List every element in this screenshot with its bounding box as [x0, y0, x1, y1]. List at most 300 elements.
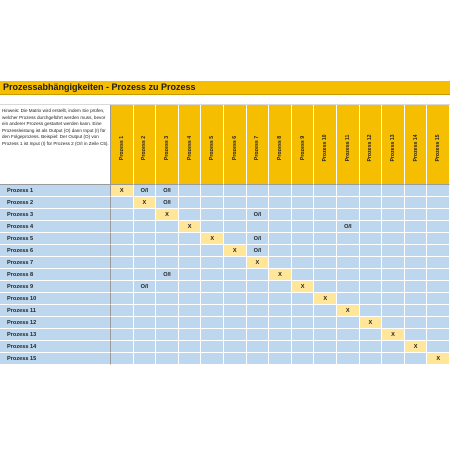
row-label-cell[interactable]	[0, 353, 111, 365]
matrix-cell[interactable]	[247, 281, 270, 293]
table-row	[0, 185, 450, 197]
matrix-cell[interactable]	[134, 305, 157, 317]
matrix-cell[interactable]	[427, 329, 450, 341]
matrix-cell[interactable]	[427, 317, 450, 329]
matrix-cell[interactable]	[292, 221, 315, 233]
table-row	[0, 221, 450, 233]
matrix-cell[interactable]	[405, 281, 428, 293]
matrix-cell[interactable]	[224, 209, 247, 221]
matrix-cell[interactable]	[360, 281, 383, 293]
matrix-cell[interactable]	[224, 221, 247, 233]
matrix-cell[interactable]	[292, 341, 315, 353]
matrix-cell[interactable]	[156, 281, 179, 293]
column-header[interactable]	[179, 105, 202, 185]
matrix-cell[interactable]	[247, 269, 270, 281]
row-label-cell[interactable]	[0, 233, 111, 245]
matrix-cell[interactable]	[292, 245, 315, 257]
matrix-cell[interactable]	[314, 221, 337, 233]
row-label: Prozess 12	[7, 319, 37, 326]
column-header[interactable]	[427, 105, 450, 185]
column-header[interactable]	[360, 105, 383, 185]
matrix-cell[interactable]	[179, 317, 202, 329]
row-label: Prozess 10	[7, 295, 37, 302]
matrix-cell[interactable]	[224, 233, 247, 245]
matrix-cell[interactable]: O/I	[134, 281, 157, 293]
matrix-cell[interactable]	[111, 209, 134, 221]
table-row	[0, 281, 450, 293]
sheet-title: Prozessabhängigkeiten - Prozess zu Prozess	[3, 82, 196, 92]
matrix-cell[interactable]	[314, 197, 337, 209]
matrix-cell[interactable]	[224, 317, 247, 329]
row-label-cell[interactable]	[0, 341, 111, 353]
row-label-cell[interactable]	[0, 197, 111, 209]
column-header[interactable]	[224, 105, 247, 185]
matrix-cell[interactable]	[224, 269, 247, 281]
matrix-cell[interactable]	[382, 281, 405, 293]
column-header[interactable]	[292, 105, 315, 185]
diagonal-cell[interactable]: X	[360, 317, 383, 329]
matrix-cell[interactable]	[156, 329, 179, 341]
matrix-cell[interactable]	[382, 257, 405, 269]
row-label-cell[interactable]	[0, 329, 111, 341]
matrix-cell[interactable]	[224, 305, 247, 317]
diagonal-cell[interactable]: X	[269, 269, 292, 281]
table-row	[0, 293, 450, 305]
matrix-cell[interactable]	[111, 281, 134, 293]
column-header-label: Prozess 3	[163, 135, 170, 160]
matrix-cell[interactable]	[179, 269, 202, 281]
matrix-cell[interactable]	[269, 305, 292, 317]
diagonal-cell[interactable]: X	[156, 209, 179, 221]
matrix-cell[interactable]	[269, 245, 292, 257]
matrix-cell[interactable]	[247, 185, 270, 197]
matrix-cell[interactable]	[179, 257, 202, 269]
column-header[interactable]	[134, 105, 157, 185]
matrix-cell[interactable]	[179, 305, 202, 317]
matrix-header	[0, 105, 450, 185]
matrix-cell[interactable]	[269, 233, 292, 245]
matrix-cell[interactable]	[337, 233, 360, 245]
matrix-cell[interactable]	[427, 257, 450, 269]
column-header-label: Prozess 5	[209, 135, 216, 160]
matrix-cell[interactable]	[156, 341, 179, 353]
matrix-cell[interactable]	[337, 281, 360, 293]
matrix-cell[interactable]	[201, 269, 224, 281]
matrix-cell[interactable]	[224, 185, 247, 197]
matrix-cell[interactable]	[337, 341, 360, 353]
matrix-cell[interactable]	[337, 209, 360, 221]
row-label-cell[interactable]	[0, 209, 111, 221]
matrix-cell[interactable]	[427, 209, 450, 221]
matrix-cell[interactable]	[292, 305, 315, 317]
row-label-cell[interactable]	[0, 245, 111, 257]
matrix-cell[interactable]	[269, 341, 292, 353]
matrix-cell[interactable]	[201, 257, 224, 269]
diagonal-cell[interactable]: X	[224, 245, 247, 257]
diagonal-cell[interactable]: X	[405, 341, 428, 353]
matrix-cell[interactable]	[314, 305, 337, 317]
matrix-cell[interactable]	[156, 233, 179, 245]
matrix-cell[interactable]: O/I	[134, 185, 157, 197]
matrix-cell[interactable]	[201, 353, 224, 365]
matrix-cell[interactable]	[337, 197, 360, 209]
column-header-label: Prozess 4	[186, 135, 193, 160]
matrix-cell[interactable]	[179, 233, 202, 245]
matrix-cell[interactable]	[111, 257, 134, 269]
matrix-cell[interactable]	[201, 185, 224, 197]
diagonal-cell[interactable]: X	[314, 293, 337, 305]
matrix-cell[interactable]	[111, 305, 134, 317]
table-row	[0, 269, 450, 281]
table-row	[0, 341, 450, 353]
note-text: Hinweis: Die Matrix wird erstellt, indem Sie prüfen, welcher Prozess durchgeführt werden muss, bevor ein anderer Prozess gestartet werden kann. Eine Prozessleistung ist als Output (O) dann Input (I) für den Folgeprozess. Beispiel: Der Output (O) von Prozess 1 ist Input (I) für Prozess 2 (O/I in Zeile C5).	[2, 108, 109, 146]
matrix-cell[interactable]	[247, 305, 270, 317]
table-row	[0, 353, 450, 365]
matrix-cell[interactable]	[382, 353, 405, 365]
matrix-cell[interactable]: O/I	[247, 233, 270, 245]
diagonal-cell[interactable]: X	[179, 221, 202, 233]
matrix-cell[interactable]	[111, 293, 134, 305]
column-header[interactable]	[247, 105, 270, 185]
matrix-cell[interactable]	[405, 305, 428, 317]
matrix-cell[interactable]	[134, 209, 157, 221]
matrix-cell[interactable]	[269, 329, 292, 341]
matrix-cell[interactable]	[360, 221, 383, 233]
matrix-cell[interactable]: O/I	[156, 269, 179, 281]
matrix-cell[interactable]	[382, 209, 405, 221]
matrix-cell[interactable]	[292, 317, 315, 329]
matrix-cell[interactable]	[179, 293, 202, 305]
matrix-cell[interactable]	[134, 329, 157, 341]
spacer-row	[0, 95, 450, 105]
matrix-cell[interactable]	[269, 293, 292, 305]
row-label: Prozess 8	[7, 271, 34, 278]
matrix-cell[interactable]	[382, 233, 405, 245]
matrix-cell[interactable]	[134, 317, 157, 329]
matrix-cell[interactable]	[314, 245, 337, 257]
matrix-cell[interactable]	[156, 257, 179, 269]
matrix-cell[interactable]	[134, 233, 157, 245]
matrix-cell[interactable]: O/I	[156, 185, 179, 197]
matrix-cell[interactable]	[337, 353, 360, 365]
column-header[interactable]	[314, 105, 337, 185]
table-row	[0, 209, 450, 221]
matrix-cell[interactable]: O/I	[156, 197, 179, 209]
diagonal-cell[interactable]: X	[111, 185, 134, 197]
matrix-cell[interactable]	[224, 329, 247, 341]
matrix-cell[interactable]	[314, 209, 337, 221]
row-label-cell[interactable]	[0, 269, 111, 281]
table-row	[0, 317, 450, 329]
matrix-cell[interactable]	[292, 257, 315, 269]
matrix-cell[interactable]	[201, 293, 224, 305]
matrix-cell[interactable]	[405, 197, 428, 209]
matrix-cell[interactable]	[269, 221, 292, 233]
matrix-cell[interactable]	[405, 257, 428, 269]
matrix-cell[interactable]	[427, 221, 450, 233]
matrix-cell[interactable]	[224, 281, 247, 293]
matrix-cell[interactable]	[360, 233, 383, 245]
matrix-cell[interactable]	[292, 209, 315, 221]
matrix-cell[interactable]	[156, 293, 179, 305]
matrix-cell[interactable]	[314, 269, 337, 281]
matrix-cell[interactable]	[224, 341, 247, 353]
matrix-cell[interactable]	[269, 197, 292, 209]
row-label-cell[interactable]	[0, 281, 111, 293]
matrix-cell[interactable]	[314, 353, 337, 365]
matrix-cell[interactable]	[179, 185, 202, 197]
matrix-cell[interactable]: O/I	[247, 245, 270, 257]
column-header[interactable]	[337, 105, 360, 185]
matrix-cell[interactable]	[247, 341, 270, 353]
note-cell[interactable]	[0, 105, 111, 185]
matrix-cell[interactable]	[292, 353, 315, 365]
matrix-cell[interactable]	[360, 185, 383, 197]
matrix-cell[interactable]	[405, 269, 428, 281]
matrix-cell[interactable]	[360, 341, 383, 353]
matrix-cell[interactable]	[360, 257, 383, 269]
column-header[interactable]	[156, 105, 179, 185]
matrix-cell[interactable]	[269, 281, 292, 293]
matrix-cell[interactable]	[156, 305, 179, 317]
matrix-cell[interactable]	[314, 341, 337, 353]
matrix-cell[interactable]	[360, 305, 383, 317]
matrix-cell[interactable]	[382, 305, 405, 317]
matrix-cell[interactable]	[179, 329, 202, 341]
matrix-cell[interactable]	[269, 257, 292, 269]
matrix-cell[interactable]	[111, 353, 134, 365]
matrix-cell[interactable]	[292, 293, 315, 305]
matrix-cell[interactable]	[360, 329, 383, 341]
row-label: Prozess 9	[7, 283, 34, 290]
matrix-cell[interactable]	[405, 221, 428, 233]
matrix-cell[interactable]	[179, 341, 202, 353]
matrix-cell[interactable]	[111, 329, 134, 341]
row-label-cell[interactable]	[0, 317, 111, 329]
matrix-cell[interactable]	[382, 221, 405, 233]
table-row	[0, 257, 450, 269]
matrix-cell[interactable]	[314, 281, 337, 293]
matrix-cell[interactable]	[201, 281, 224, 293]
row-label-cell[interactable]	[0, 305, 111, 317]
matrix-cell[interactable]	[134, 341, 157, 353]
column-header-label: Prozess 11	[344, 134, 351, 162]
matrix-cell[interactable]	[405, 329, 428, 341]
matrix-cell[interactable]	[111, 197, 134, 209]
matrix-cell[interactable]: O/I	[247, 209, 270, 221]
matrix-cell[interactable]	[405, 293, 428, 305]
matrix-cell[interactable]	[111, 233, 134, 245]
matrix-cell[interactable]	[269, 317, 292, 329]
matrix-cell[interactable]	[269, 353, 292, 365]
column-header-label: Prozess 2	[141, 135, 148, 160]
matrix-cell[interactable]	[292, 197, 315, 209]
matrix-cell[interactable]	[382, 185, 405, 197]
matrix-cell[interactable]	[337, 245, 360, 257]
matrix-cell[interactable]	[382, 197, 405, 209]
matrix-cell[interactable]	[111, 341, 134, 353]
table-row	[0, 245, 450, 257]
matrix-cell[interactable]	[201, 341, 224, 353]
matrix-cell[interactable]	[360, 293, 383, 305]
matrix-cell[interactable]	[179, 353, 202, 365]
column-header-label: Prozess 8	[276, 135, 283, 160]
matrix-cell[interactable]	[156, 317, 179, 329]
matrix-cell[interactable]	[360, 209, 383, 221]
row-label-cell[interactable]	[0, 221, 111, 233]
matrix-cell[interactable]	[337, 317, 360, 329]
matrix-cell[interactable]	[405, 245, 428, 257]
matrix-cell[interactable]	[337, 257, 360, 269]
matrix-cell[interactable]	[247, 353, 270, 365]
matrix-cell[interactable]	[360, 245, 383, 257]
matrix-cell[interactable]	[382, 341, 405, 353]
column-header-label: Prozess 13	[389, 134, 396, 162]
matrix-cell[interactable]	[405, 185, 428, 197]
matrix-cell[interactable]	[224, 353, 247, 365]
matrix-cell[interactable]	[427, 197, 450, 209]
matrix-cell[interactable]	[405, 353, 428, 365]
column-header-label: Prozess 12	[367, 134, 374, 162]
matrix-cell[interactable]	[111, 317, 134, 329]
matrix-cell[interactable]	[405, 233, 428, 245]
matrix-cell[interactable]	[134, 269, 157, 281]
matrix-cell[interactable]	[156, 353, 179, 365]
row-label-cell[interactable]	[0, 185, 111, 197]
row-label-cell[interactable]	[0, 257, 111, 269]
matrix-cell[interactable]	[314, 317, 337, 329]
column-header[interactable]	[405, 105, 428, 185]
column-header[interactable]	[382, 105, 405, 185]
row-label: Prozess 15	[7, 355, 37, 362]
diagonal-cell[interactable]: X	[382, 329, 405, 341]
row-label: Prozess 11	[7, 307, 36, 314]
matrix-cell[interactable]	[179, 197, 202, 209]
row-label: Prozess 5	[7, 235, 34, 242]
matrix-cell[interactable]	[134, 245, 157, 257]
table-row	[0, 197, 450, 209]
matrix-cell[interactable]	[201, 245, 224, 257]
matrix-cell[interactable]	[360, 353, 383, 365]
matrix-cell[interactable]	[269, 185, 292, 197]
matrix-cell[interactable]	[337, 293, 360, 305]
row-label: Prozess 1	[7, 187, 34, 194]
matrix-cell[interactable]	[405, 209, 428, 221]
matrix-cell[interactable]	[427, 281, 450, 293]
table-row	[0, 329, 450, 341]
matrix-cell[interactable]	[224, 197, 247, 209]
row-label: Prozess 6	[7, 247, 34, 254]
matrix-cell[interactable]	[247, 317, 270, 329]
matrix-cell[interactable]	[337, 185, 360, 197]
matrix-cell[interactable]	[292, 185, 315, 197]
matrix-cell[interactable]	[314, 233, 337, 245]
diagonal-cell[interactable]: X	[134, 197, 157, 209]
diagonal-cell[interactable]: X	[201, 233, 224, 245]
matrix-cell[interactable]	[201, 221, 224, 233]
matrix-cell[interactable]	[427, 269, 450, 281]
matrix-cell[interactable]	[427, 233, 450, 245]
column-header-label: Prozess 9	[299, 135, 306, 160]
matrix-cell[interactable]	[360, 269, 383, 281]
matrix-cell[interactable]	[134, 221, 157, 233]
matrix-cell[interactable]	[337, 269, 360, 281]
matrix-cell[interactable]	[314, 185, 337, 197]
column-header[interactable]	[201, 105, 224, 185]
column-header-label: Prozess 6	[231, 135, 238, 160]
matrix-cell[interactable]	[247, 197, 270, 209]
matrix-cell[interactable]	[134, 293, 157, 305]
row-label: Prozess 4	[7, 223, 34, 230]
matrix-cell[interactable]	[156, 221, 179, 233]
column-header[interactable]	[111, 105, 134, 185]
matrix-cell[interactable]	[247, 221, 270, 233]
matrix-cell[interactable]	[247, 293, 270, 305]
matrix-cell[interactable]	[111, 245, 134, 257]
matrix-cell[interactable]	[337, 329, 360, 341]
diagonal-cell[interactable]: X	[247, 257, 270, 269]
matrix-cell[interactable]	[427, 305, 450, 317]
matrix-cell[interactable]	[427, 293, 450, 305]
matrix-cell[interactable]	[382, 269, 405, 281]
matrix-cell[interactable]	[314, 329, 337, 341]
matrix-cell[interactable]: O/I	[337, 221, 360, 233]
matrix-cell[interactable]	[201, 197, 224, 209]
matrix-cell[interactable]	[427, 245, 450, 257]
matrix-cell[interactable]	[201, 305, 224, 317]
diagonal-cell[interactable]: X	[292, 281, 315, 293]
matrix-cell[interactable]	[247, 329, 270, 341]
matrix-cell[interactable]	[292, 329, 315, 341]
matrix-cell[interactable]	[405, 317, 428, 329]
matrix-cell[interactable]	[224, 257, 247, 269]
matrix-cell[interactable]	[179, 209, 202, 221]
matrix-cell[interactable]	[314, 257, 337, 269]
diagonal-cell[interactable]: X	[337, 305, 360, 317]
column-header[interactable]	[269, 105, 292, 185]
row-label-cell[interactable]	[0, 293, 111, 305]
matrix-cell[interactable]	[111, 269, 134, 281]
matrix-cell[interactable]	[111, 221, 134, 233]
matrix-cell[interactable]	[292, 233, 315, 245]
matrix-cell[interactable]	[179, 245, 202, 257]
matrix-cell[interactable]	[134, 353, 157, 365]
matrix-cell[interactable]	[134, 257, 157, 269]
row-label: Prozess 7	[7, 259, 34, 266]
matrix-cell[interactable]	[382, 317, 405, 329]
matrix-cell[interactable]	[201, 329, 224, 341]
matrix-cell[interactable]	[269, 209, 292, 221]
matrix-cell[interactable]	[224, 293, 247, 305]
column-header-label: Prozess 15	[435, 134, 442, 162]
matrix-cell[interactable]	[201, 317, 224, 329]
row-label: Prozess 13	[7, 331, 37, 338]
column-header-label: Prozess 14	[412, 134, 419, 162]
matrix-cell[interactable]	[382, 245, 405, 257]
matrix-cell[interactable]	[427, 341, 450, 353]
matrix-cell[interactable]	[427, 185, 450, 197]
matrix-cell[interactable]	[292, 269, 315, 281]
matrix-cell[interactable]	[179, 281, 202, 293]
matrix-cell[interactable]	[360, 197, 383, 209]
table-row	[0, 305, 450, 317]
title-bar	[0, 81, 450, 95]
matrix-cell[interactable]	[382, 293, 405, 305]
column-header-label: Prozess 1	[118, 135, 125, 160]
matrix-cell[interactable]	[201, 209, 224, 221]
diagonal-cell[interactable]: X	[427, 353, 450, 365]
matrix-cell[interactable]	[156, 245, 179, 257]
